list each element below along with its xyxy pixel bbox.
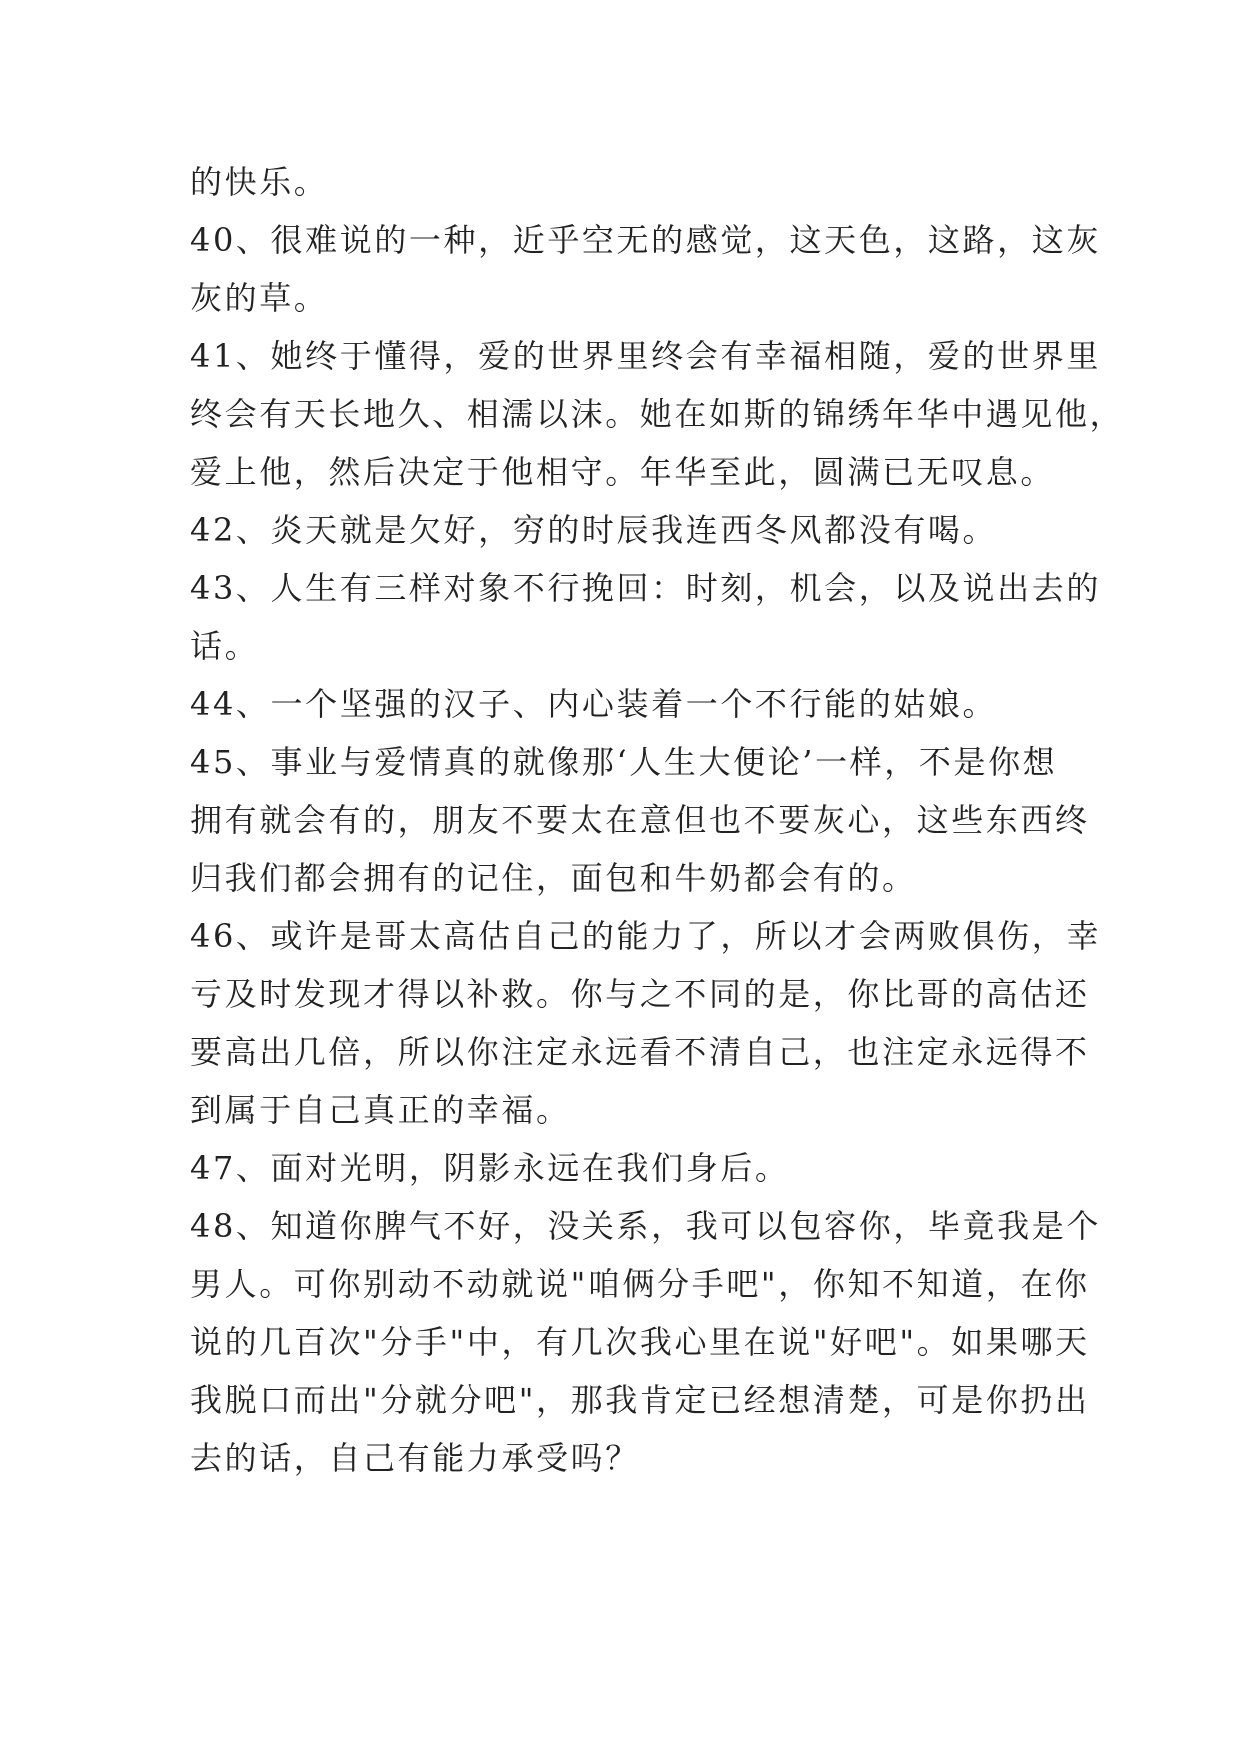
text-line: 40、很难说的一种，近乎空无的感觉，这天色，这路，这灰 [190,221,1101,259]
text-line: 男人。可你别动不动就说"咱俩分手吧"，你知不知道，在你 [190,1265,1090,1303]
text-line: 42、炎天就是欠好，穷的时辰我连西冬风都没有喝。 [190,511,998,549]
text-line: 终会有天长地久、相濡以沫。她在如斯的锦绣年华中遇见他， [190,395,1125,433]
text-line: 拥有就会有的，朋友不要太在意但也不要灰心，这些东西终 [190,801,1090,839]
text-line: 47、面对光明，阴影永远在我们身后。 [190,1149,790,1187]
text-line: 归我们都会拥有的记住，面包和牛奶都会有的。 [190,859,917,897]
text-line: 爱上他，然后决定于他相守。年华至此，圆满已无叹息。 [190,453,1056,491]
text-line: 我脱口而出"分就分吧"，那我肯定已经想清楚，可是你扔出 [190,1381,1090,1419]
document-body [190,153,1125,1487]
text-line: 46、或许是哥太高估自己的能力了，所以才会两败俱伤，幸 [190,917,1101,955]
text-line: 44、一个坚强的汉子、内心装着一个不行能的姑娘。 [190,685,998,723]
text-line: 41、她终于懂得，爱的世界里终会有幸福相随，爱的世界里 [190,337,1101,375]
text-line: 45、事业与爱情真的就像那‘人生大便论’一样，不是你想 [190,743,1058,781]
text-line: 要高出几倍，所以你注定永远看不清自己，也注定永远得不 [190,1033,1090,1071]
text-line: 到属于自己真正的幸福。 [190,1091,571,1129]
text-line: 灰的草。 [190,279,329,317]
text-line: 亏及时发现才得以补救。你与之不同的是，你比哥的高估还 [190,975,1090,1013]
text-line: 去的话，自己有能力承受吗？ [190,1439,640,1477]
text-line: 话。 [190,627,260,665]
text-line: 43、人生有三样对象不行挽回：时刻，机会，以及说出去的 [190,569,1101,607]
text-line: 48、知道你脾气不好，没关系，我可以包容你，毕竟我是个 [190,1207,1101,1245]
text-line: 的快乐。 [190,163,329,201]
text-line: 说的几百次"分手"中，有几次我心里在说"好吧"。如果哪天 [190,1323,1090,1361]
